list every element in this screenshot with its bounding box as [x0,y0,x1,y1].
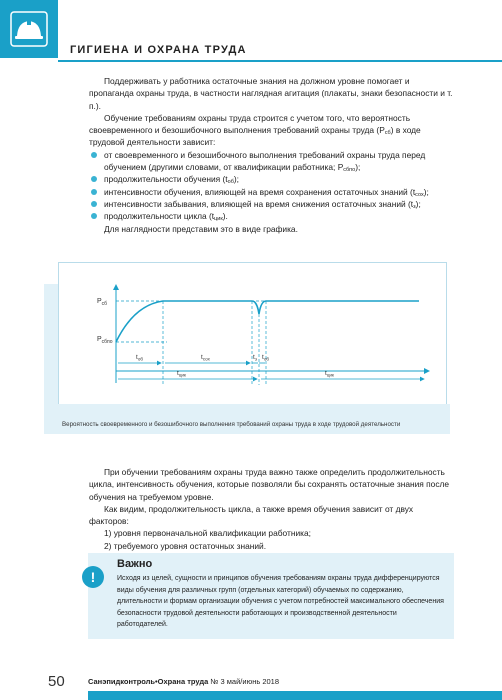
journal-info: Санэпидконтроль•Охрана труда № 3 май/июнь 2018 [88,677,280,686]
exclamation-icon: ! [82,566,104,588]
important-text: Исходя из целей, сущности и принципов обучения требованиям охраны труда дифференцируются виды обучения для различных групп (отдельных категорий) обучаемых по содержанию, длительности и формам организации обучения с учетом потребностей максимального обеспечения безопасности трудовой деятельности работающих и производственной деятельности работодателей. [117,575,444,628]
bullet-2: продолжительности обучения $(t_{об})$; [89,173,454,185]
article-text-bottom [89,466,454,552]
bullet-dot-icon [91,189,97,195]
bullet-dot-icon [91,201,97,207]
safety-helmet-icon [9,10,49,48]
label-psb: $Р_{сб}$ [97,298,108,307]
figure-frame [58,262,447,406]
label-tob-2: $t_{об}$ [262,354,269,362]
section-title: ГИГИЕНА И ОХРАНА ТРУДА [70,44,247,56]
bullet-1: от своевременного и безошибочного выполнения требований охраны труда перед обучением (другими словами, от квалификации работника; $Р_{сбпо}$); [89,149,454,174]
learning-cycle-diagram [59,263,446,405]
list-item: 2) требуемого уровня остаточных знаний. [104,540,267,551]
figure-side-band [44,284,58,404]
label-cycle-1: $t_{цик}$ [177,370,186,378]
page-number: 50 [48,673,65,690]
label-cycle-2: $t_{цик}$ [325,370,334,378]
probability-curve [116,301,419,342]
label-tz: $t_з$ [253,354,257,362]
header-corner-block [0,0,58,58]
footer-bar [88,691,502,700]
bullet-dot-icon [91,176,97,182]
paragraph-4: При обучении требованиям охраны труда важно также определить продолжительность цикла, интенсивность обучения, которые позволяли бы сохранять остаточные знания после обучения на требуемом уровне. [89,467,450,502]
label-tsox: $t_{сох}$ [201,354,210,362]
paragraph-5: Как видим, продолжительность цикла, а также время обучения зависит от двух факторов: [89,503,414,527]
bullet-dot-icon [91,152,97,158]
label-psbpo: $Р_{сбпо}$ [97,336,113,345]
bullet-dot-icon [91,213,97,219]
bullet-5: продолжительности цикла $(t_{цик})$. [89,210,454,222]
bullet-4: интенсивности забывания, влияющей на время снижения остаточных знаний $(t_з)$; [89,198,454,210]
paragraph-3: Для наглядности представим это в виде графика. [104,223,298,234]
article-text-top [89,75,454,235]
figure-caption-band [44,404,450,434]
figure-caption: Вероятность своевременного и безошибочного выполнения требований охраны труда в ходе трудовой деятельности [62,421,401,428]
bullet-3: интенсивности обучения, влияющей на время сохранения остаточных знаний $(t_{сох})$; [89,186,454,198]
important-title: Важно [117,558,153,570]
paragraph-2: Обучение требованиям охраны труда строится с учетом того, что вероятность своевременного и безошибочного выполнения требований охраны труда $(Р_{сб})$ в ходе трудовой деятельности зависит: [89,112,421,148]
list-item: 1) уровня первоначальной квалификации работника; [104,528,311,539]
label-tob-1: $t_{об}$ [136,354,143,362]
header-rule [58,60,502,62]
paragraph-1: Поддерживать у работника остаточные знания на должном уровне помогает и пропаганда охраны труда, в частности наглядная агитация (плакаты, знаки безопасности и т. п.). [89,76,453,111]
